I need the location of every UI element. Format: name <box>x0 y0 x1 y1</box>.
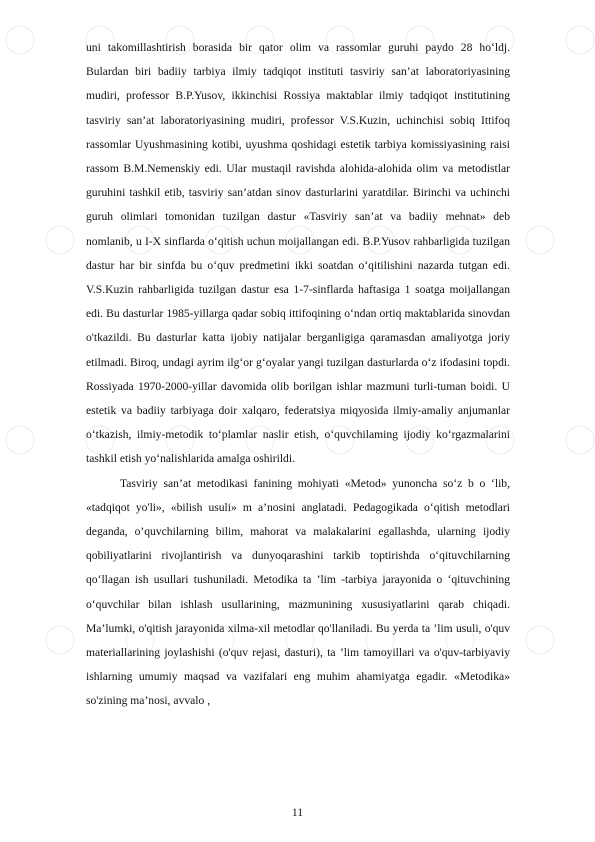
body-text <box>86 36 510 714</box>
paragraph-1: uni takomillashtirish borasida bir qator olim va rassomlar guruhi paydo 28 ho‘ldj. Bulardan biri badiiy tarbiya ilmiy tadqiqot instituti tasviriy san’at laboratoriyasining mudiri, professor B.P.Yusov, ikkinchisi Rossiya maktablar ilmiy tadqiqot institutining tasviriy san’at laboratoriyasining mudiri, professor V.S.Kuzin, uchinchisi sobiq Ittifoq rassomlar Uyushmasining kotibi, uyushma qoshidagi estetik tarbiya komissiyasining raisi rassom B.M.Nemenskiy edi. Ular mustaqil ravishda alohida-alohida olim va metodistlar guruhini tashkil etib, tasviriy san’atdan sinov dasturlarini yaratdilar. Birinchi va uchinchi guruh olimlari tomonidan tuzilgan dastur «Tasviriy san’at va badiiy mehnat» deb nomlanib, u I-X sinflarda o‘qitish uchun moijallangan edi. B.P.Yusov rahbarligida tuzilgan dastur har bir sinfda bu o‘quv predmetini ikki soatdan o‘qitilishini nazarda tutgan edi. V.S.Kuzin rahbarligida tuzilgan dastur esa 1-7-sinflarda haftasiga 1 soatga moijallangan edi. Bu dasturlar 1985-yillarga qadar sobiq ittifoqining o‘ndan ortiq maktablarida sinovdan o'tkazildi. Bu dasturlar katta ijobiy natijalar berganligiga qaramasdan amaliyotga joriy etilmadi. Biroq, undagi ayrim ilg‘or g‘oyalar yangi tuzilgan dasturlarda o‘z ifodasini topdi. Rossiyada 1970-2000-yillar davomida olib borilgan ishlar mazmuni turli-tuman boidi. U estetik va badiiy tarbiyaga doir xalqaro, federatsiya miqyosida ilmiy-amaliy anjumanlar o‘tkazish, ilmiy-metodik to‘plamlar naslir etish, o‘quvchilaming ijodiy ko‘rgazmalarini tashkil etish yo‘nalishlarida amalga oshirildi. <box>86 41 510 466</box>
paragraph-2: Tasviriy san’at metodikasi fanining mohiyati «Metod» yunoncha so‘z b o ‘lib, «tadqiqot yo'li», «bilish usuli» m a’nosini anglatadi. Pedagogikada o‘qitish metodlari deganda, o’quvchilarning bilim, mahorat va malakalarini egallashda, ularning ijodiy qobiliyatlarini rivojlantirish va dunyoqarashini tarkib toptirishda o‘qituvchilarning qo‘llagan ish usullari tushuniladi. Metodika ta ’lim -tarbiya jarayonida o ‘qituvchining o‘quvchilar bilan ishlash usullarining, mazmunining xususiyatlarini qarab chiqadi. Ma’lumki, o'qitish jarayonida xilma-xil metodlar qo'llaniladi. Bu yerda ta ’lim usuli, o'quv materiallarining joylashishi (o'quv rejasi, dasturi), ta ’lim tamoyillari va o'quv-tarbiyaviy ishlarning umumiy maqsad va vazifalari eng muhim ahamiyatga egadir. «Metodika» so'zining ma’nosi, avvalo , <box>86 476 510 708</box>
page-number: 11 <box>291 806 304 819</box>
